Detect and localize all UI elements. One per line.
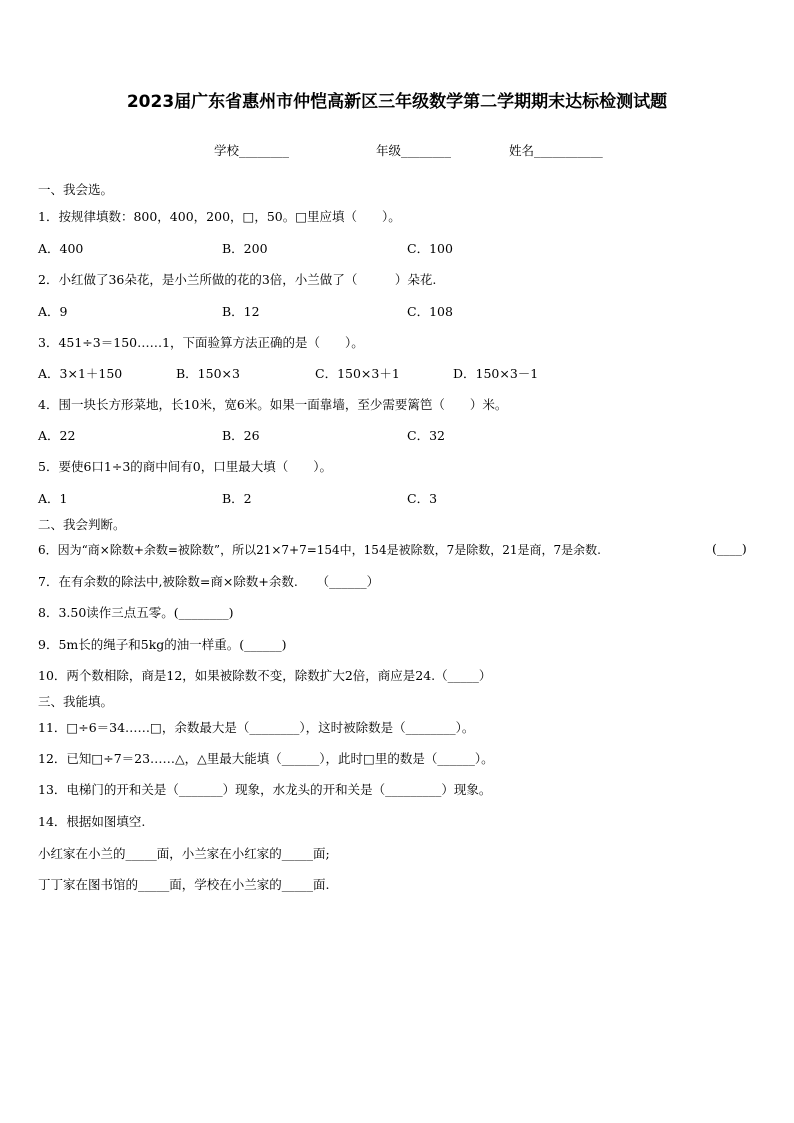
q5-option-c: C．3 (407, 491, 438, 506)
school-field: 学校________ (214, 143, 290, 158)
name-field: 姓名___________ (509, 143, 603, 158)
section-heading-fill: 三、我能填。 (38, 694, 114, 709)
page-title: 2023届广东省惠州市仲恺高新区三年级数学第二学期期末达标检测试题 (126, 92, 668, 112)
question-14: 14．根据如图填空. (38, 814, 146, 829)
q2-option-b: B．12 (222, 304, 260, 319)
q3-option-d: D．150×3－1 (453, 366, 539, 381)
q5-option-b: B．2 (222, 491, 252, 506)
q4-option-b: B．26 (222, 428, 260, 443)
question-3: 3．451÷3＝150……1，下面验算方法正确的是（ ）。 (38, 335, 364, 350)
q1-option-b: B．200 (222, 241, 268, 256)
question-9: 9．5m长的绳子和5kg的油一样重。(______) (38, 637, 287, 652)
question-1: 1．按规律填数：800，400，200，□，50。□里应填（ ）。 (38, 209, 401, 224)
q1-option-c: C．100 (407, 241, 453, 256)
q5-option-a: A．1 (38, 491, 68, 506)
q3-option-a: A．3×1＋150 (38, 366, 123, 381)
q4-option-c: C．32 (407, 428, 445, 443)
question-10: 10．两个数相除，商是12，如果被除数不变，除数扩大2倍，商应是24.（_____） (38, 668, 492, 683)
question-4: 4．围一块长方形菜地，长10米，宽6米。如果一面靠墙，至少需要篱笆（ ）米。 (38, 397, 508, 412)
section-heading-choice: 一、我会选。 (38, 182, 114, 197)
section-heading-judge: 二、我会判断。 (38, 517, 126, 532)
q14-line-1: 小红家在小兰的_____面，小兰家在小红家的_____面; (38, 846, 330, 861)
question-8: 8．3.50读作三点五零。(________) (38, 605, 234, 620)
grade-field: 年级________ (376, 143, 452, 158)
question-13: 13．电梯门的开和关是（_______）现象，水龙头的开和关是（_________）现象。 (38, 782, 492, 797)
q4-option-a: A．22 (38, 428, 76, 443)
question-6: 6．因为“商×除数+余数=被除数”，所以21×7+7=154中，154是被除数，7是除数，21是商，7是余数. (38, 543, 601, 557)
q2-option-a: A．9 (38, 304, 68, 319)
q14-line-2: 丁丁家在图书馆的_____面，学校在小兰家的_____面. (38, 877, 330, 892)
q2-option-c: C．108 (407, 304, 453, 319)
question-11: 11．□÷6＝34……□，余数最大是（________），这时被除数是（________）。 (38, 720, 475, 735)
q6-answer-blank[interactable]: (____) (712, 541, 747, 556)
question-2: 2．小红做了36朵花，是小兰所做的花的3倍，小兰做了（ ）朵花. (38, 272, 437, 287)
question-5: 5．要使6口1÷3的商中间有0，口里最大填（ ）。 (38, 459, 332, 474)
question-7: 7．在有余数的除法中,被除数=商×除数+余数. （______） (38, 574, 380, 589)
q1-option-a: A．400 (38, 241, 84, 256)
q3-option-c: C．150×3＋1 (315, 366, 400, 381)
question-12: 12．已知□÷7＝23……△，△里最大能填（______），此时□里的数是（______）。 (38, 751, 494, 766)
q3-option-b: B．150×3 (176, 366, 240, 381)
